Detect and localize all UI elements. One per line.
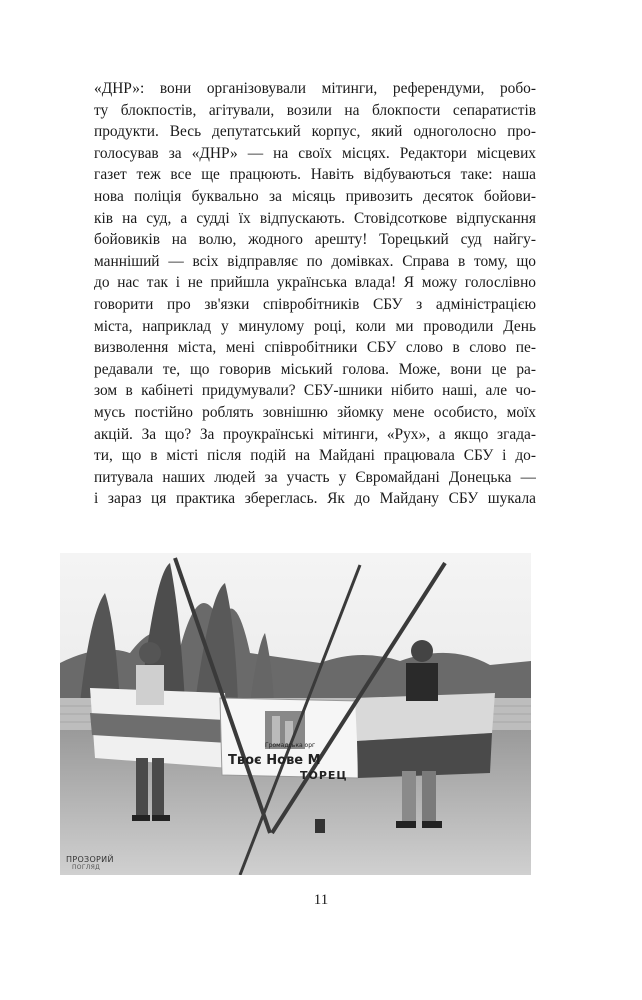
banner-city: ТОРЕЦ — [300, 769, 348, 782]
text-line: редавали те, що говорив міський голова. Може, вони це ра- — [94, 360, 536, 378]
banner-title: Твоє Нове М — [228, 753, 321, 768]
banner-subtitle: Громадська орг — [265, 742, 316, 749]
text-line: газет теж все ще працюють. Навіть відбуваються таке: наша — [94, 166, 536, 184]
text-line: питувала наших людей за участь у Євромайдані Донецька — — [94, 468, 536, 486]
body-text — [94, 78, 536, 510]
text-line: нова поліція буквально за місяць привозить десяток бойови- — [94, 187, 536, 205]
text-line: ту блокпостів, агітували, возили на блокпости сепаратистів — [94, 101, 536, 119]
right-flag — [355, 693, 495, 778]
text-line: «ДНР»: вони організовували мітинги, референдуми, робо- — [94, 80, 536, 97]
text-line: ти, що в місті після подій на Майдані працювала СБУ і до- — [94, 447, 536, 465]
watermark-top: ПРОЗОРИЙ — [66, 855, 114, 864]
text-line: визволення міста, мені співробітники СБУ слово в слово пе- — [94, 339, 536, 357]
text-line: міста, наприклад у минулому році, коли ми проводили День — [94, 317, 536, 335]
pole-base — [315, 819, 325, 833]
text-line: бойовиків на волю, жодного арешту! Торецький суд найгу- — [94, 231, 536, 249]
text-line: мусь постійно роблять зовнішню зйомку мене особисто, моїх — [94, 403, 536, 421]
watermark-bottom: ПОГЛЯД — [72, 864, 101, 871]
photo-watermark — [66, 856, 114, 872]
text-line: говорити про зв'язки співробітників СБУ з адміністрацією — [94, 295, 536, 313]
text-line: акцій. За що? За проукраїнські мітинги, «Рух», а якщо згада- — [94, 425, 536, 443]
text-line: до нас так і не прийшла українська влада! Я можу голослівно — [94, 274, 536, 292]
text-line: продукти. Весь депутатський корпус, який одноголосно про- — [94, 123, 536, 141]
photo-illustration — [60, 553, 531, 875]
text-line: ків на суд, а судді їх відпускають. Стовідсоткове відпускання — [94, 209, 536, 227]
text-line: голосував за «ДНР» — на своїх місцях. Редактори місцевих — [94, 144, 536, 162]
text-line: зом в кабінеті придумували? СБУ-шники нібито наші, але чо- — [94, 382, 536, 400]
photo-flags — [60, 553, 531, 875]
page-number: 11 — [313, 892, 329, 908]
text-line: і зараз ця практика збереглась. Як до Майдану СБУ шукала — [94, 490, 536, 508]
text-line: манніший — всіх відправляє по домівках. Справа в тому, що — [94, 252, 536, 270]
